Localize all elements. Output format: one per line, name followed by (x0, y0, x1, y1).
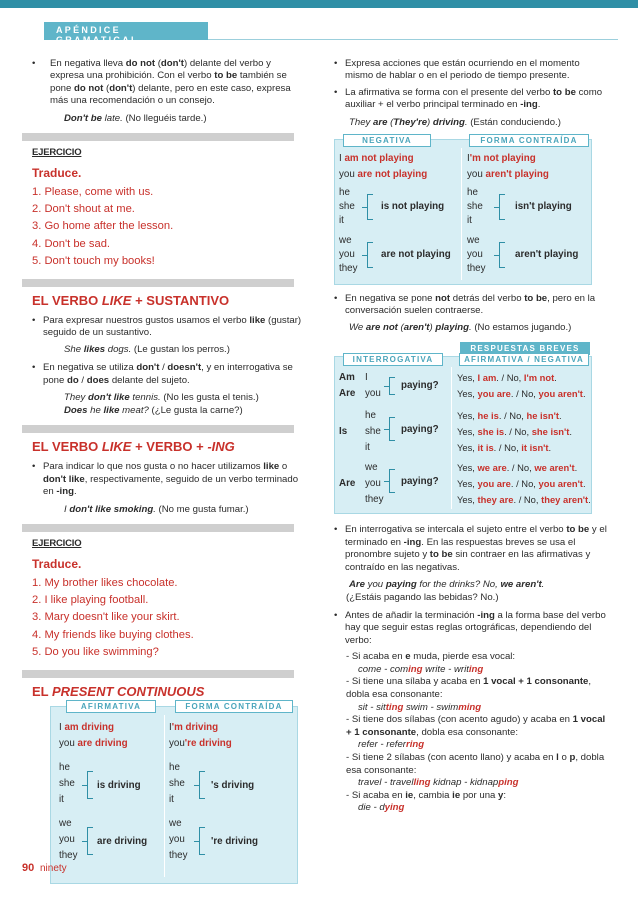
pronoun: she (365, 426, 381, 438)
affirmative-table (50, 701, 298, 884)
table-row: you're driving (169, 737, 232, 749)
pronoun: we (59, 817, 72, 829)
rule-item: - Si acaba en ie, cambia ie por una y: (346, 789, 507, 801)
interrogative-table (334, 356, 592, 514)
present-example-1: They are (They're) driving. (Están conduciendo.) (349, 116, 561, 128)
short-answers-header (334, 340, 610, 354)
brace (389, 469, 395, 493)
present-bullet-1: • Expresa acciones que están ocurriendo en el momento mismo de hablar o en el periodo de tiempo presente. (334, 58, 610, 83)
short-answer: Yes, it is. / No, it isn't. (457, 442, 552, 454)
pronoun: he (59, 761, 70, 773)
left-column (32, 58, 302, 884)
interrogative-example: Are you paying for the drinks? No, we aren't. (349, 579, 545, 591)
table-tag-contracted: FORMA CONTRAÍDA (469, 134, 589, 147)
pronoun: it (339, 214, 344, 226)
pronoun: I (365, 372, 368, 384)
list-item: 5. Don't touch my books! (32, 255, 155, 268)
list-item: 1. Please, come with us. (32, 185, 154, 198)
brace (367, 242, 373, 268)
short-answer: Yes, they are. / No, they aren't. (457, 494, 591, 506)
table-tag-affirmative-negative: AFIRMATIVA / NEGATIVA (459, 353, 589, 366)
pronoun: it (365, 442, 370, 454)
exercise-title: EJERCICIO (32, 537, 82, 549)
brace (389, 377, 395, 395)
section-header-tab: APÉNDICE GRAMATICAL (44, 22, 208, 40)
separator (22, 425, 294, 433)
verb-form: paying? (401, 476, 439, 488)
present-bullet-2: • La afirmativa se forma con el presente del verbo to be como auxiliar + el verbo principal terminado en -ing. (334, 87, 610, 112)
pronoun: it (467, 214, 472, 226)
verb-form: are not playing (381, 248, 451, 260)
like-ing-example: I don't like smoking. (No me gusta fumar.) (64, 503, 249, 515)
aux-verb: Am (339, 372, 355, 384)
exercise-list (32, 575, 302, 662)
like-bullet-1: • Para expresar nuestros gustos usamos el verbo like (gustar) seguido de un sustantivo. (32, 315, 302, 340)
table-row: I'm not playing (467, 152, 536, 164)
interrogative-bullet: • En interrogativa se intercala el sujeto entre el verbo to be y el terminado en -ing. En las respuestas breves se usa el pronombre sujeto y to be sin contraer en las afirmativas y contraído en las negativas. (334, 524, 610, 574)
short-answer: Yes, I am. / No, I'm not. (457, 372, 557, 384)
exercise-list (32, 184, 302, 271)
rule-item: - Si acaba en e muda, pierde esa vocal: (346, 651, 516, 663)
verb-form: aren't playing (515, 248, 579, 260)
like-example-3: Does he like meat? (¿Le gusta la carne?) (64, 405, 243, 417)
negative-example: We are not (aren't) playing. (No estamos jugando.) (349, 322, 572, 334)
rule-item: - Si tiene dos sílabas (con acento agudo) y acaba en 1 vocal + 1 consonante, dobla esa consonante: (346, 714, 606, 738)
pronoun: he (339, 186, 350, 198)
negative-bullet: • En negativa se pone not detrás del verbo to be, pero en la conversación suelen contraerse. (334, 293, 610, 318)
table-row: you are driving (59, 737, 128, 749)
table-divider (461, 148, 462, 280)
verb-form: isn't playing (515, 200, 572, 212)
table-row: I'm driving (169, 721, 219, 733)
brace (499, 194, 505, 220)
table-divider (164, 715, 165, 877)
like-ing-bullet: • Para indicar lo que nos gusta o no hacer utilizamos like o don't like, respectivamente, seguido de un verbo terminado en -ing. (32, 461, 302, 498)
list-item: 5. Do you like swimming? (32, 646, 159, 659)
pronoun: we (169, 817, 182, 829)
table-divider (451, 367, 452, 509)
pronoun: she (169, 777, 185, 789)
verb-form: is not playing (381, 200, 445, 212)
rule-example: die - dying (358, 802, 405, 814)
pronoun: they (467, 262, 486, 274)
list-item: 2. Don't shout at me. (32, 203, 135, 216)
brace (87, 771, 93, 799)
like-example-2: They don't like tennis. (No les gusta el tenis.) (64, 392, 259, 404)
exercise-instruction: Traduce. (32, 556, 82, 571)
exercise-instruction: Traduce. (32, 165, 82, 180)
verb-form: 's driving (211, 779, 255, 791)
brace (87, 827, 93, 855)
pronoun: they (365, 494, 384, 506)
pronoun: we (339, 234, 352, 246)
list-item: 4. My friends like buying clothes. (32, 628, 194, 641)
spelling-rules (334, 651, 610, 815)
top-color-bar (0, 0, 638, 8)
aux-verb: Are (339, 478, 356, 490)
pronoun: you (365, 478, 381, 490)
table-row: I am driving (59, 721, 114, 733)
rule-example: travel - travelling kidnap - kidnapping (358, 777, 519, 789)
table-tag-contracted: FORMA CONTRAÍDA (175, 700, 293, 713)
list-item: 3. Mary doesn't like your skirt. (32, 611, 180, 624)
list-item: 2. I like playing football. (32, 593, 149, 606)
pronoun: she (467, 200, 483, 212)
pronoun: she (59, 777, 75, 789)
brace (367, 194, 373, 220)
right-column (334, 58, 610, 815)
page-number: 90 (22, 862, 35, 874)
page-number-word: ninety (40, 863, 67, 874)
separator (22, 279, 294, 287)
intro-example: Don't be late. (No lleguéis tarde.) (64, 112, 207, 124)
table-tag-affirmative: AFIRMATIVA (66, 700, 156, 713)
brace (499, 242, 505, 268)
aux-verb: Is (339, 426, 348, 438)
rule-example: refer - referring (358, 739, 425, 751)
interrogative-translation: (¿Estáis pagando las bebidas? No.) (346, 592, 499, 604)
rule-item: - Si tiene 2 sílabas (con acento llano) y acaba en l o p, dobla esa consonante: (346, 752, 605, 776)
pronoun: he (169, 761, 180, 773)
verb-form: paying? (401, 424, 439, 436)
pronoun: he (467, 186, 478, 198)
intro-bullet: • En negativa lleva do not (don't) delante del verbo y expresa una prohibición. Con el verbo to be también se pone do not (don't) delante, pero en este caso, expresa más una recomendación o un consejo. (32, 58, 302, 108)
brace (199, 827, 205, 855)
like-bullet-2: • En negativa se utiliza don't / doesn't, y en interrogativa se pone do / does delante del sujeto. (32, 362, 302, 387)
exercise-title: EJERCICIO (32, 146, 82, 158)
rule-example: come - coming write - writing (358, 663, 484, 675)
pronoun: we (467, 234, 480, 246)
brace (199, 771, 205, 799)
short-answer: Yes, he is. / No, he isn't. (457, 410, 562, 422)
list-item: 4. Don't be sad. (32, 237, 111, 250)
brace (389, 417, 395, 441)
list-item: 1. My brother likes chocolate. (32, 576, 178, 589)
pronoun: you (339, 248, 355, 260)
pronoun: he (365, 410, 376, 422)
aux-verb: Are (339, 388, 356, 400)
table-row: I am not playing (339, 152, 414, 164)
table-tag-interrogative: INTERROGATIVA (343, 353, 443, 366)
rule-item: - Si tiene una sílaba y acaba en 1 vocal + 1 consonante, dobla esa consonante: (346, 676, 592, 701)
pronoun: you (169, 833, 185, 845)
negative-table (334, 135, 592, 285)
table-tag-negative: NEGATIVA (343, 134, 431, 147)
header-rule (208, 39, 618, 40)
verb-form: is driving (97, 779, 141, 791)
separator (22, 133, 294, 141)
section-title-like-ing: EL VERBO LIKE + VERBO + -ING (32, 439, 235, 455)
table-row: you are not playing (339, 168, 428, 180)
separator (22, 670, 294, 678)
section-title-like-noun: EL VERBO LIKE + SUSTANTIVO (32, 292, 230, 308)
verb-form: are driving (97, 835, 148, 847)
verb-form: paying? (401, 380, 439, 392)
pronoun: you (59, 833, 75, 845)
table-tag-short-answers: RESPUESTAS BREVES (460, 342, 590, 355)
pronoun: you (467, 248, 483, 260)
like-example-1: She likes dogs. (Le gustan los perros.) (64, 344, 230, 356)
list-item: 3. Go home after the lesson. (32, 220, 174, 233)
pronoun: it (169, 793, 174, 805)
pronoun: they (59, 849, 78, 861)
pronoun: they (169, 849, 188, 861)
rule-example: sit - sitting swim - swimming (358, 701, 482, 713)
short-answer: Yes, she is. / No, she isn't. (457, 426, 572, 438)
spelling-bullet: • Antes de añadir la terminación -ing a la forma base del verbo hay que seguir estas reglas ortográficas, dependiendo del verbo: (334, 610, 610, 647)
pronoun: they (339, 262, 358, 274)
pronoun: it (59, 793, 64, 805)
pronoun: we (365, 462, 378, 474)
short-answer: Yes, you are. / No, you aren't. (457, 388, 586, 400)
short-answer: Yes, you are. / No, you aren't. (457, 478, 586, 490)
verb-form: 're driving (211, 835, 258, 847)
separator (22, 524, 294, 532)
short-answer: Yes, we are. / No, we aren't. (457, 462, 578, 474)
table-row: you aren't playing (467, 168, 549, 180)
section-title-present-continuous: EL PRESENT CONTINUOUS (32, 683, 205, 699)
pronoun: she (339, 200, 355, 212)
pronoun: you (365, 388, 381, 400)
